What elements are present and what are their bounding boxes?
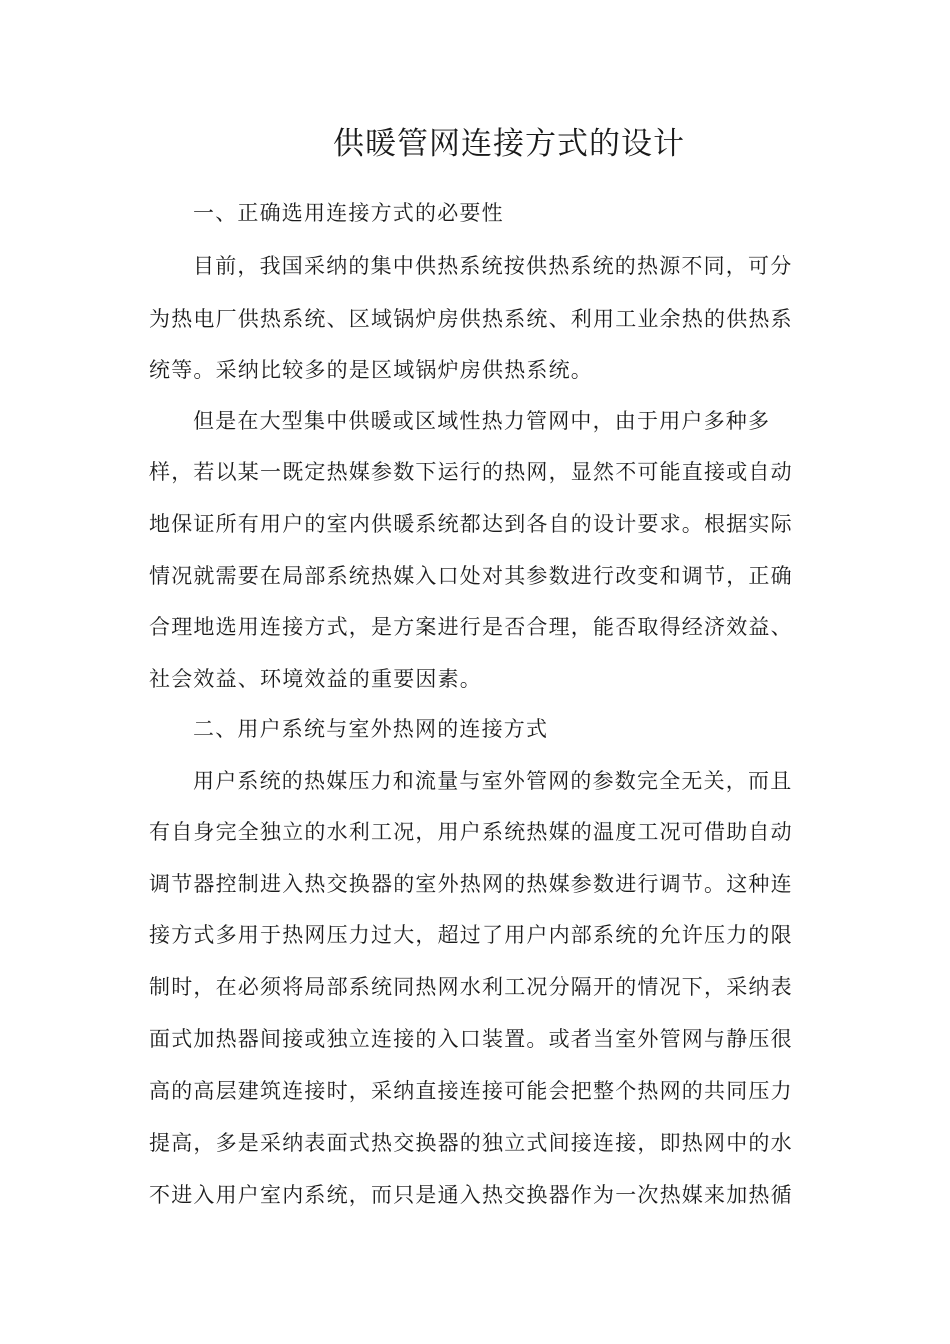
paragraph-line: 为热电厂供热系统、区域锅炉房供热系统、利用工业余热的供热系: [149, 307, 793, 331]
paragraph-line: 情况就需要在局部系统热媒入口处对其参数进行改变和调节，正确: [149, 564, 793, 588]
paragraph-line: 社会效益、环境效益的重要因素。: [149, 667, 482, 691]
paragraph-line: 目前，我国采纳的集中供热系统按供热系统的热源不同，可分: [193, 254, 793, 278]
paragraph-line: 面式加热器间接或独立连接的入口装置。或者当室外管网与静压很: [149, 1027, 793, 1051]
paragraph-line: 接方式多用于热网压力过大，超过了用户内部系统的允许压力的限: [149, 923, 793, 947]
paragraph-line: 用户系统的热媒压力和流量与室外管网的参数完全无关，而且: [193, 769, 793, 793]
paragraph-line: 统等。采纳比较多的是区域锅炉房供热系统。: [149, 358, 593, 382]
paragraph-line: 制时，在必须将局部系统同热网水利工况分隔开的情况下，采纳表: [149, 975, 793, 999]
paragraph-line: 地保证所有用户的室内供暖系统都达到各自的设计要求。根据实际: [149, 512, 793, 536]
paragraph-line: 但是在大型集中供暖或区域性热力管网中，由于用户多种多: [193, 409, 771, 433]
document-title: 供暖管网连接方式的设计: [333, 126, 685, 162]
paragraph-line: 有自身完全独立的水利工况，用户系统热媒的温度工况可借助自动: [149, 820, 793, 844]
paragraph-line: 高的高层建筑连接时，采纳直接连接可能会把整个热网的共同压力: [149, 1079, 793, 1103]
paragraph-line: 调节器控制进入热交换器的室外热网的热媒参数进行调节。这种连: [149, 872, 793, 896]
paragraph-line: 提高，多是采纳表面式热交换器的独立式间接连接，即热网中的水: [149, 1131, 793, 1155]
paragraph-line: 样，若以某一既定热媒参数下运行的热网，显然不可能直接或自动: [149, 460, 793, 484]
paragraph-line: 合理地选用连接方式，是方案进行是否合理，能否取得经济效益、: [149, 615, 793, 639]
section-heading-2: 二、用户系统与室外热网的连接方式: [193, 717, 549, 741]
section-heading-1: 一、正确选用连接方式的必要性: [193, 201, 504, 225]
paragraph-line: 不进入用户室内系统，而只是通入热交换器作为一次热媒来加热循: [149, 1183, 793, 1207]
